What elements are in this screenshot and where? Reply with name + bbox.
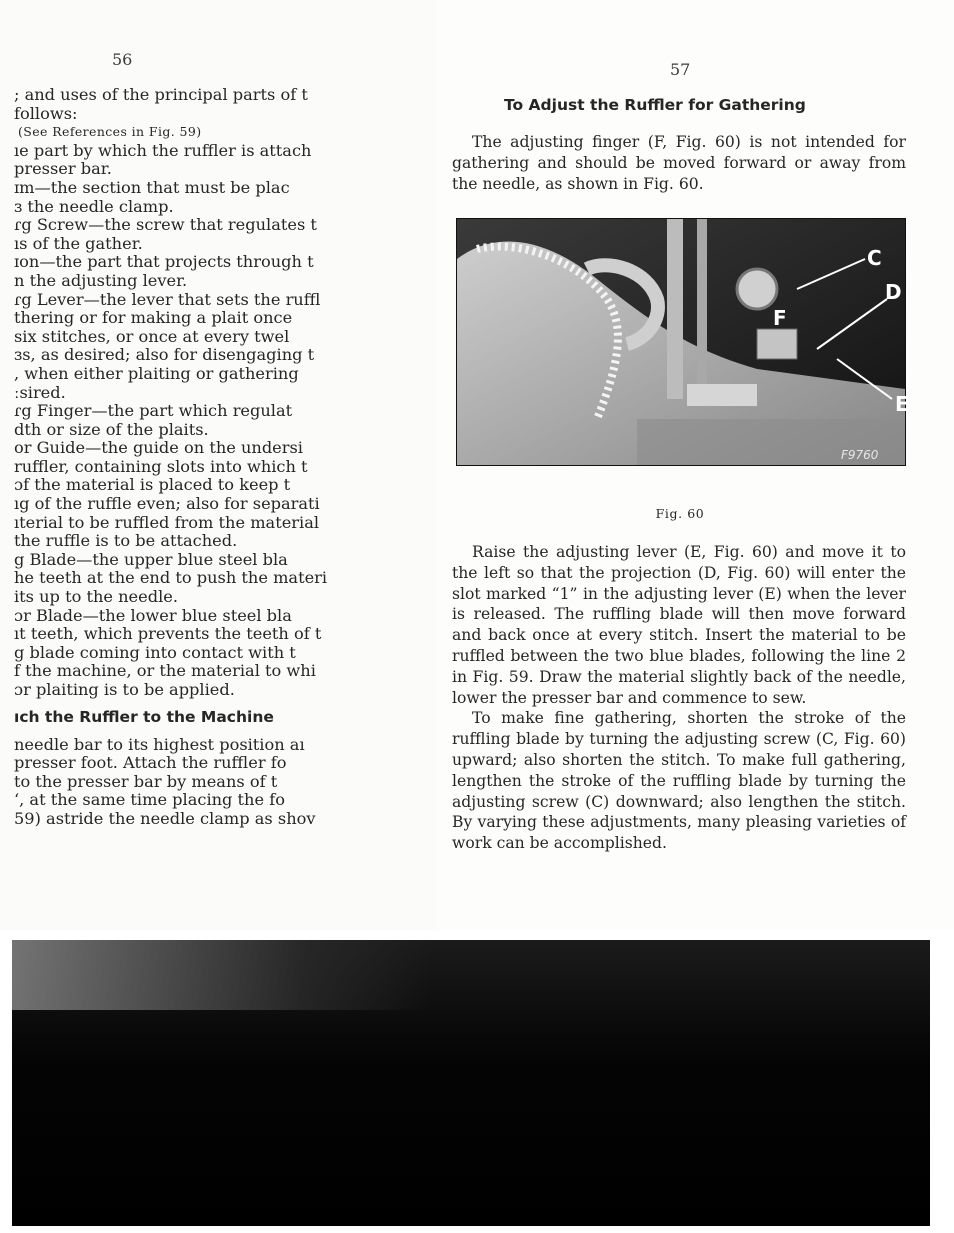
needle-bar <box>697 219 707 389</box>
body-paragraphs <box>452 542 906 854</box>
left-page-text <box>14 86 354 829</box>
label-c: C <box>867 246 882 270</box>
page-number-right: 57 <box>670 60 691 79</box>
figure-reference: (See References in Fig. 59) <box>18 124 202 140</box>
text-line: ːsired. <box>14 382 66 402</box>
text-line: presser bar. <box>14 159 112 179</box>
presser-foot <box>687 384 757 406</box>
left-text-block-3 <box>14 736 354 829</box>
text-line: 59) astride the needle clamp as shov <box>14 808 316 828</box>
intro-paragraph <box>452 132 906 194</box>
text-line: presser foot. Attach the ruffler fo <box>14 753 287 773</box>
text-line: dth or size of the plaits. <box>14 419 209 439</box>
figure-code: F9760 <box>841 448 879 462</box>
text-line: thering or for making a plait once <box>14 308 293 328</box>
text-line: ɾg Screw—the screw that regulates t <box>14 215 317 235</box>
text-line: ıterial to be ruffled from the material <box>14 512 320 532</box>
text-line: ɪon—the part that projects through t <box>14 252 314 272</box>
text-line: ıs of the gather. <box>14 233 143 253</box>
ruffler-illustration <box>457 219 909 465</box>
text-line: g Blade—the upper blue steel bla <box>14 549 288 569</box>
presser-bar <box>667 219 683 399</box>
text-line: ɔr Blade—the lower blue steel bla <box>14 605 292 625</box>
text-line: ıg of the ruffle even; also for separati <box>14 494 320 514</box>
left-page <box>0 0 436 930</box>
text-line: ; and uses of the principal parts of t <box>14 85 308 104</box>
scanner-bed-shadow <box>12 940 930 1226</box>
text-line: or Guide—the guide on the undersi <box>14 438 303 458</box>
text-line: follows: <box>14 103 78 123</box>
text-line: ıt teeth, which prevents the teeth of t <box>14 624 322 644</box>
text-line: ruffler, containing slots into which t <box>14 456 308 476</box>
text-line: to the presser bar by means of t <box>14 771 278 791</box>
text-line: f the machine, or the material to whi <box>14 661 316 681</box>
text-line: ɜ the needle clamp. <box>14 196 174 216</box>
intro-text: The adjusting finger (F, Fig. 60) is not intended for gathering and should be moved forward or away from the needle, as shown in Fig. 60. <box>452 133 906 193</box>
text-line: n the adjusting lever. <box>14 270 188 290</box>
adjusting-lever <box>757 329 797 359</box>
left-text-block-2 <box>14 142 354 700</box>
figure-caption: Fig. 60 <box>655 506 705 521</box>
page-number-left: 56 <box>112 50 133 69</box>
text-line: the ruffle is to be attached. <box>14 531 238 551</box>
right-page <box>436 0 954 930</box>
text-line: six stitches, or once at every twel <box>14 326 290 346</box>
text-line: needle bar to its highest position aı <box>14 734 305 754</box>
text-line: , when either plaiting or gathering <box>14 363 299 383</box>
left-text-block-1 <box>14 86 354 123</box>
section-heading-left: ıch the Ruffler to the Machine <box>14 707 274 726</box>
text-line: g blade coming into contact with t <box>14 642 296 662</box>
text-line: ıe part by which the ruffler is attach <box>14 140 312 160</box>
text-line: ɔr plaiting is to be applied. <box>14 680 235 699</box>
paragraph-fine-gathering: To make fine gathering, shorten the stroke of the ruffling blade by turning the adjusting screw (C, Fig. 60) upward; also shorten the stitch. To make full gathering, lengthen the stroke of the ruffling blade by turning the adjusting screw (C) downward; also lengthen the stitch. By varying these adjustments, many pleasing varieties of work can be accomplished. <box>452 709 906 853</box>
text-line: ɔf the material is placed to keep t <box>14 475 291 495</box>
text-line: ɜs, as desired; also for disengaging t <box>14 345 315 365</box>
text-line: ɾg Lever—the lever that sets the ruffl <box>14 289 321 309</box>
text-line: ɾg Finger—the part which regulat <box>14 401 293 421</box>
text-line: its up to the needle. <box>14 587 178 607</box>
section-heading-right: To Adjust the Ruffler for Gathering <box>504 96 806 114</box>
label-e: E <box>895 392 909 416</box>
figure-60-photo <box>456 218 909 466</box>
text-line: ɪm—the section that must be plac <box>14 177 290 197</box>
adjusting-screw <box>737 269 777 309</box>
paragraph-raise-lever: Raise the adjusting lever (E, Fig. 60) and move it to the left so that the projection (D, Fig. 60) will enter the slot marked “1” in the adjusting lever (E) when the lever is released. The ruffling blade will then move forward and back once at every stitch. Insert the material to be ruffled between the two blue blades, following the line 2 in Fig. 59. Draw the material slightly back of the needle, lower the presser bar and commence to sew. <box>452 543 906 707</box>
text-line: he teeth at the end to push the materi <box>14 568 328 588</box>
text-line: ʻ, at the same time placing the fo <box>14 790 285 810</box>
label-f: F <box>773 306 787 330</box>
label-d: D <box>885 280 902 304</box>
